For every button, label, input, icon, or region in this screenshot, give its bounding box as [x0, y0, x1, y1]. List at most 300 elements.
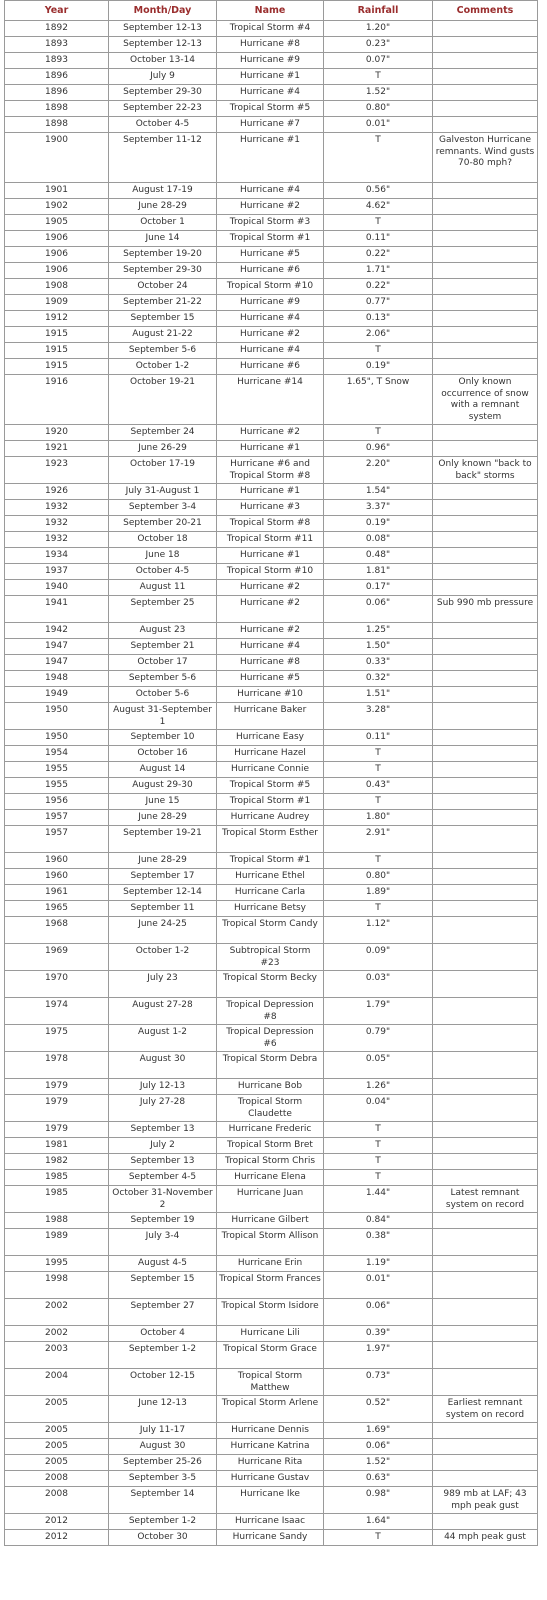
cell-month-day: August 30 — [109, 1439, 217, 1455]
cell-name: Tropical Storm Isidore — [217, 1299, 324, 1326]
cell-comments — [433, 1272, 538, 1299]
cell-month-day: October 4-5 — [109, 564, 217, 580]
cell-comments — [433, 425, 538, 441]
cell-comments: Only known "back to back" storms — [433, 457, 538, 484]
cell-year: 1906 — [5, 247, 109, 263]
cell-month-day: October 18 — [109, 532, 217, 548]
cell-name: Tropical Depression #6 — [217, 1025, 324, 1052]
cell-month-day: September 29-30 — [109, 85, 217, 101]
cell-rainfall: 0.23" — [324, 37, 433, 53]
cell-year: 1915 — [5, 343, 109, 359]
cell-month-day: June 18 — [109, 548, 217, 564]
table-row — [5, 1423, 538, 1439]
table-row — [5, 1439, 538, 1455]
cell-rainfall: 0.84" — [324, 1213, 433, 1229]
cell-rainfall: T — [324, 1154, 433, 1170]
cell-month-day: June 28-29 — [109, 810, 217, 826]
cell-name: Hurricane #4 — [217, 343, 324, 359]
cell-month-day: September 5-6 — [109, 343, 217, 359]
cell-month-day: September 12-13 — [109, 37, 217, 53]
cell-name: Hurricane #6 and Tropical Storm #8 — [217, 457, 324, 484]
cell-year: 1908 — [5, 279, 109, 295]
table-row — [5, 1186, 538, 1213]
table-row — [5, 1487, 538, 1514]
cell-month-day: August 4-5 — [109, 1256, 217, 1272]
cell-name: Hurricane Rita — [217, 1455, 324, 1471]
cell-name: Tropical Storm Debra — [217, 1052, 324, 1079]
cell-month-day: September 29-30 — [109, 263, 217, 279]
cell-rainfall: T — [324, 901, 433, 917]
cell-rainfall: 0.39" — [324, 1326, 433, 1342]
cell-rainfall: 0.05" — [324, 1052, 433, 1079]
cell-rainfall: 0.08" — [324, 532, 433, 548]
cell-rainfall: 3.28" — [324, 703, 433, 730]
table-row — [5, 1052, 538, 1079]
cell-year: 1942 — [5, 623, 109, 639]
cell-year: 2002 — [5, 1326, 109, 1342]
cell-month-day: October 17 — [109, 655, 217, 671]
cell-name: Hurricane Katrina — [217, 1439, 324, 1455]
cell-month-day: July 23 — [109, 971, 217, 998]
cell-rainfall: 0.01" — [324, 1272, 433, 1299]
cell-comments — [433, 917, 538, 944]
column-header-name: Name — [217, 1, 324, 21]
cell-comments — [433, 885, 538, 901]
cell-month-day: October 1-2 — [109, 359, 217, 375]
cell-rainfall: 1.81" — [324, 564, 433, 580]
cell-rainfall: 2.20" — [324, 457, 433, 484]
table-row — [5, 671, 538, 687]
cell-name: Tropical Storm #1 — [217, 853, 324, 869]
cell-comments — [433, 944, 538, 971]
cell-rainfall: 1.52" — [324, 85, 433, 101]
cell-year: 1947 — [5, 655, 109, 671]
cell-comments: 989 mb at LAF; 43 mph peak gust — [433, 1487, 538, 1514]
table-row — [5, 1122, 538, 1138]
cell-name: Tropical Storm Claudette — [217, 1095, 324, 1122]
table-row — [5, 327, 538, 343]
cell-comments — [433, 1342, 538, 1369]
cell-comments — [433, 1369, 538, 1396]
cell-rainfall: T — [324, 853, 433, 869]
table-row — [5, 37, 538, 53]
table-row — [5, 971, 538, 998]
cell-rainfall: 0.22" — [324, 279, 433, 295]
cell-rainfall: 0.19" — [324, 516, 433, 532]
cell-comments — [433, 295, 538, 311]
table-row — [5, 901, 538, 917]
cell-comments — [433, 37, 538, 53]
cell-name: Hurricane #8 — [217, 37, 324, 53]
table-row — [5, 885, 538, 901]
cell-year: 1949 — [5, 687, 109, 703]
cell-year: 1974 — [5, 998, 109, 1025]
cell-month-day: September 5-6 — [109, 671, 217, 687]
cell-month-day: June 24-25 — [109, 917, 217, 944]
cell-name: Tropical Storm #10 — [217, 564, 324, 580]
cell-month-day: July 11-17 — [109, 1423, 217, 1439]
cell-comments — [433, 901, 538, 917]
cell-year: 1979 — [5, 1122, 109, 1138]
cell-rainfall: 1.71" — [324, 263, 433, 279]
cell-year: 1950 — [5, 730, 109, 746]
cell-rainfall: 1.65", T Snow — [324, 375, 433, 425]
table-row — [5, 703, 538, 730]
cell-comments — [433, 327, 538, 343]
cell-year: 1978 — [5, 1052, 109, 1079]
table-row — [5, 1530, 538, 1546]
table-row — [5, 917, 538, 944]
cell-month-day: August 23 — [109, 623, 217, 639]
cell-comments — [433, 1122, 538, 1138]
cell-name: Hurricane Ike — [217, 1487, 324, 1514]
table-header — [5, 1, 538, 21]
cell-month-day: October 4 — [109, 1326, 217, 1342]
table-row — [5, 133, 538, 183]
cell-name: Hurricane #5 — [217, 671, 324, 687]
table-row — [5, 295, 538, 311]
cell-month-day: July 12-13 — [109, 1079, 217, 1095]
cell-name: Tropical Storm Allison — [217, 1229, 324, 1256]
cell-name: Tropical Storm Grace — [217, 1342, 324, 1369]
cell-name: Tropical Storm Arlene — [217, 1396, 324, 1423]
cell-year: 1975 — [5, 1025, 109, 1052]
table-row — [5, 516, 538, 532]
cell-comments — [433, 199, 538, 215]
cell-name: Hurricane Baker — [217, 703, 324, 730]
cell-rainfall: T — [324, 69, 433, 85]
cell-year: 1906 — [5, 263, 109, 279]
table-row — [5, 231, 538, 247]
cell-year: 1998 — [5, 1272, 109, 1299]
cell-rainfall: T — [324, 133, 433, 183]
table-row — [5, 794, 538, 810]
cell-year: 1981 — [5, 1138, 109, 1154]
cell-name: Tropical Storm Candy — [217, 917, 324, 944]
cell-name: Hurricane Gilbert — [217, 1213, 324, 1229]
cell-month-day: June 28-29 — [109, 199, 217, 215]
cell-rainfall: 0.77" — [324, 295, 433, 311]
table-row — [5, 853, 538, 869]
cell-comments — [433, 703, 538, 730]
cell-rainfall: 1.79" — [324, 998, 433, 1025]
cell-year: 2012 — [5, 1530, 109, 1546]
cell-name: Tropical Storm #1 — [217, 231, 324, 247]
cell-rainfall: 0.17" — [324, 580, 433, 596]
cell-rainfall: 0.01" — [324, 117, 433, 133]
cell-rainfall: 1.12" — [324, 917, 433, 944]
cell-name: Hurricane #1 — [217, 548, 324, 564]
table-row — [5, 215, 538, 231]
cell-year: 1970 — [5, 971, 109, 998]
table-row — [5, 21, 538, 37]
cell-year: 1950 — [5, 703, 109, 730]
cell-year: 1898 — [5, 117, 109, 133]
cell-rainfall: T — [324, 1530, 433, 1546]
column-header-year: Year — [5, 1, 109, 21]
cell-name: Hurricane #6 — [217, 263, 324, 279]
cell-name: Hurricane #7 — [217, 117, 324, 133]
cell-rainfall: 0.80" — [324, 101, 433, 117]
cell-comments — [433, 655, 538, 671]
cell-month-day: October 4-5 — [109, 117, 217, 133]
cell-month-day: September 1-2 — [109, 1342, 217, 1369]
cell-year: 1985 — [5, 1186, 109, 1213]
cell-month-day: August 31-September 1 — [109, 703, 217, 730]
cell-comments — [433, 730, 538, 746]
cell-comments: 44 mph peak gust — [433, 1530, 538, 1546]
cell-rainfall: 0.11" — [324, 231, 433, 247]
cell-name: Hurricane Erin — [217, 1256, 324, 1272]
table-row — [5, 375, 538, 425]
cell-year: 1960 — [5, 853, 109, 869]
cell-rainfall: 0.06" — [324, 1439, 433, 1455]
cell-year: 1932 — [5, 500, 109, 516]
cell-name: Hurricane Easy — [217, 730, 324, 746]
cell-name: Hurricane Elena — [217, 1170, 324, 1186]
cell-comments — [433, 21, 538, 37]
cell-year: 1956 — [5, 794, 109, 810]
table-row — [5, 1471, 538, 1487]
table-row — [5, 1396, 538, 1423]
cell-rainfall: 0.52" — [324, 1396, 433, 1423]
cell-comments — [433, 869, 538, 885]
table-row — [5, 425, 538, 441]
header-row — [5, 1, 538, 21]
table-row — [5, 343, 538, 359]
cell-year: 1915 — [5, 359, 109, 375]
cell-month-day: September 19 — [109, 1213, 217, 1229]
cell-name: Hurricane #9 — [217, 295, 324, 311]
table-row — [5, 810, 538, 826]
cell-name: Tropical Storm #3 — [217, 215, 324, 231]
cell-name: Tropical Storm Chris — [217, 1154, 324, 1170]
cell-month-day: September 3-5 — [109, 1471, 217, 1487]
cell-month-day: September 15 — [109, 1272, 217, 1299]
cell-name: Hurricane #6 — [217, 359, 324, 375]
cell-comments — [433, 623, 538, 639]
cell-month-day: August 11 — [109, 580, 217, 596]
cell-year: 1898 — [5, 101, 109, 117]
cell-name: Tropical Storm #5 — [217, 101, 324, 117]
cell-year: 1906 — [5, 231, 109, 247]
cell-month-day: June 15 — [109, 794, 217, 810]
cell-comments — [433, 516, 538, 532]
cell-month-day: September 25-26 — [109, 1455, 217, 1471]
cell-comments — [433, 1079, 538, 1095]
cell-rainfall: 0.06" — [324, 596, 433, 623]
cell-rainfall: 1.26" — [324, 1079, 433, 1095]
table-row — [5, 944, 538, 971]
cell-comments — [433, 1154, 538, 1170]
cell-rainfall: T — [324, 746, 433, 762]
cell-month-day: August 14 — [109, 762, 217, 778]
cell-comments — [433, 639, 538, 655]
cell-month-day: September 12-13 — [109, 21, 217, 37]
cell-comments — [433, 263, 538, 279]
cell-comments — [433, 1170, 538, 1186]
cell-name: Hurricane #2 — [217, 623, 324, 639]
table-row — [5, 687, 538, 703]
cell-month-day: September 13 — [109, 1154, 217, 1170]
cell-year: 1948 — [5, 671, 109, 687]
table-row — [5, 532, 538, 548]
cell-year: 2008 — [5, 1471, 109, 1487]
cell-comments — [433, 1025, 538, 1052]
cell-rainfall: 1.25" — [324, 623, 433, 639]
cell-comments — [433, 247, 538, 263]
cell-name: Tropical Storm #10 — [217, 279, 324, 295]
table-row — [5, 279, 538, 295]
cell-name: Tropical Storm #8 — [217, 516, 324, 532]
cell-year: 1932 — [5, 532, 109, 548]
cell-year: 1892 — [5, 21, 109, 37]
table-row — [5, 580, 538, 596]
cell-comments — [433, 1138, 538, 1154]
cell-rainfall: 1.54" — [324, 484, 433, 500]
table-row — [5, 1326, 538, 1342]
cell-rainfall: 3.37" — [324, 500, 433, 516]
cell-name: Hurricane #1 — [217, 133, 324, 183]
cell-month-day: September 13 — [109, 1122, 217, 1138]
cell-month-day: September 22-23 — [109, 101, 217, 117]
cell-rainfall: 1.89" — [324, 885, 433, 901]
table-row — [5, 1138, 538, 1154]
cell-rainfall: 0.56" — [324, 183, 433, 199]
cell-name: Tropical Storm #5 — [217, 778, 324, 794]
cell-comments — [433, 215, 538, 231]
table-row — [5, 639, 538, 655]
cell-month-day: September 10 — [109, 730, 217, 746]
cell-month-day: August 17-19 — [109, 183, 217, 199]
table-row — [5, 247, 538, 263]
cell-comments — [433, 998, 538, 1025]
cell-month-day: August 30 — [109, 1052, 217, 1079]
cell-comments — [433, 117, 538, 133]
table-row — [5, 69, 538, 85]
cell-name: Hurricane #10 — [217, 687, 324, 703]
cell-name: Hurricane #4 — [217, 639, 324, 655]
cell-comments: Earliest remnant system on record — [433, 1396, 538, 1423]
cell-comments — [433, 500, 538, 516]
cell-year: 1902 — [5, 199, 109, 215]
cell-year: 2005 — [5, 1439, 109, 1455]
table-row — [5, 623, 538, 639]
cell-rainfall: 1.20" — [324, 21, 433, 37]
cell-rainfall: 0.80" — [324, 869, 433, 885]
cell-rainfall: 0.48" — [324, 548, 433, 564]
cell-name: Hurricane #2 — [217, 327, 324, 343]
cell-year: 1896 — [5, 85, 109, 101]
cell-name: Hurricane #2 — [217, 425, 324, 441]
cell-rainfall: 2.06" — [324, 327, 433, 343]
table-row — [5, 1229, 538, 1256]
cell-name: Hurricane #4 — [217, 85, 324, 101]
cell-month-day: July 27-28 — [109, 1095, 217, 1122]
table-row — [5, 762, 538, 778]
table-row — [5, 1256, 538, 1272]
cell-year: 1934 — [5, 548, 109, 564]
cell-year: 1921 — [5, 441, 109, 457]
cell-year: 1965 — [5, 901, 109, 917]
cell-name: Hurricane Frederic — [217, 1122, 324, 1138]
cell-month-day: July 2 — [109, 1138, 217, 1154]
cell-name: Tropical Storm Becky — [217, 971, 324, 998]
cell-rainfall: 0.98" — [324, 1487, 433, 1514]
cell-rainfall: 0.79" — [324, 1025, 433, 1052]
cell-year: 1982 — [5, 1154, 109, 1170]
table-row — [5, 53, 538, 69]
table-row — [5, 1154, 538, 1170]
cell-name: Hurricane #14 — [217, 375, 324, 425]
cell-year: 1985 — [5, 1170, 109, 1186]
table-row — [5, 596, 538, 623]
cell-rainfall: 0.09" — [324, 944, 433, 971]
cell-name: Hurricane #1 — [217, 69, 324, 85]
cell-year: 1893 — [5, 37, 109, 53]
table-row — [5, 263, 538, 279]
table-row — [5, 1213, 538, 1229]
cell-name: Tropical Storm Matthew — [217, 1369, 324, 1396]
table-row — [5, 457, 538, 484]
cell-month-day: October 1-2 — [109, 944, 217, 971]
cell-comments — [433, 101, 538, 117]
cell-name: Hurricane #2 — [217, 596, 324, 623]
cell-comments — [433, 778, 538, 794]
cell-name: Hurricane Connie — [217, 762, 324, 778]
cell-month-day: September 24 — [109, 425, 217, 441]
cell-year: 1979 — [5, 1095, 109, 1122]
cell-year: 2005 — [5, 1423, 109, 1439]
cell-year: 1968 — [5, 917, 109, 944]
cell-month-day: July 31-August 1 — [109, 484, 217, 500]
table-row — [5, 746, 538, 762]
table-row — [5, 1342, 538, 1369]
table-row — [5, 548, 538, 564]
cell-name: Tropical Storm #1 — [217, 794, 324, 810]
cell-rainfall: T — [324, 1170, 433, 1186]
cell-month-day: October 5-6 — [109, 687, 217, 703]
cell-rainfall: T — [324, 794, 433, 810]
cell-year: 1893 — [5, 53, 109, 69]
cell-month-day: August 29-30 — [109, 778, 217, 794]
cell-month-day: September 3-4 — [109, 500, 217, 516]
cell-year: 1941 — [5, 596, 109, 623]
cell-year: 1932 — [5, 516, 109, 532]
cell-comments — [433, 441, 538, 457]
cell-rainfall: 1.50" — [324, 639, 433, 655]
cell-year: 2002 — [5, 1299, 109, 1326]
cell-month-day: September 21 — [109, 639, 217, 655]
cell-year: 1989 — [5, 1229, 109, 1256]
cell-year: 1900 — [5, 133, 109, 183]
cell-name: Hurricane Audrey — [217, 810, 324, 826]
cell-year: 1923 — [5, 457, 109, 484]
cell-year: 2012 — [5, 1514, 109, 1530]
cell-name: Hurricane Ethel — [217, 869, 324, 885]
cell-year: 1920 — [5, 425, 109, 441]
cell-comments — [433, 1095, 538, 1122]
cell-comments: Galveston Hurricane remnants. Wind gusts 70-80 mph? — [433, 133, 538, 183]
cell-comments — [433, 85, 538, 101]
cell-month-day: September 17 — [109, 869, 217, 885]
cell-rainfall: 0.96" — [324, 441, 433, 457]
cell-year: 1995 — [5, 1256, 109, 1272]
table-row — [5, 1299, 538, 1326]
cell-name: Hurricane #2 — [217, 199, 324, 215]
cell-comments — [433, 1299, 538, 1326]
cell-month-day: October 30 — [109, 1530, 217, 1546]
